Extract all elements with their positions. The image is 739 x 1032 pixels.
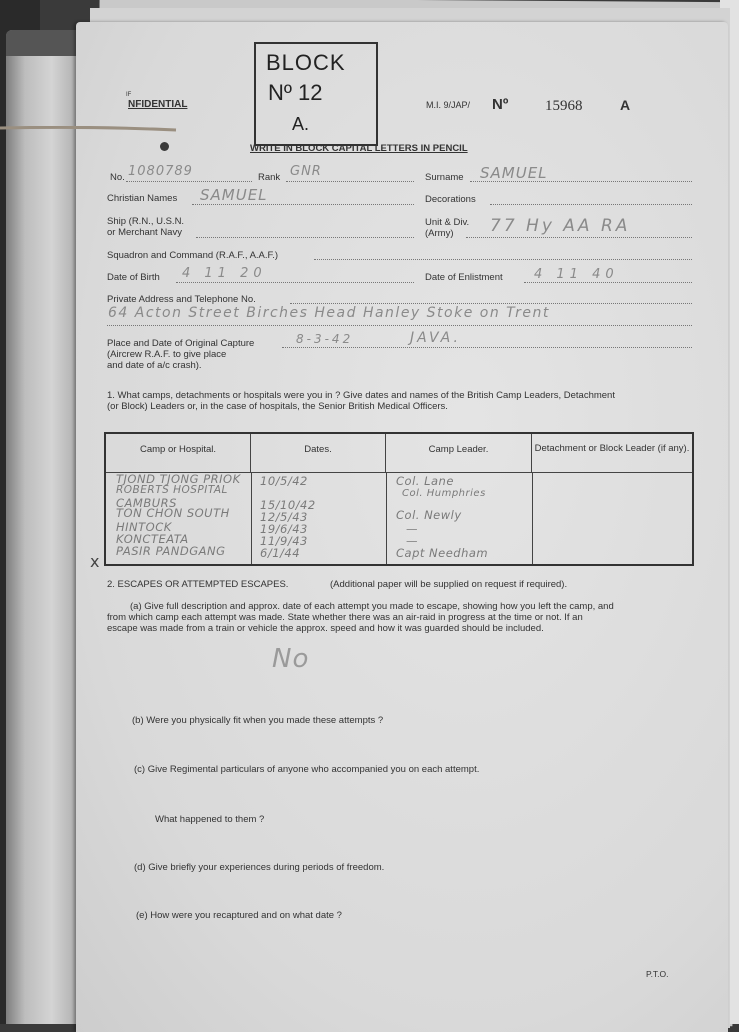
- christian-names-value: SAMUEL: [200, 186, 268, 204]
- dob-line: [176, 282, 414, 283]
- squadron-line: [314, 259, 692, 260]
- block-stamp: [254, 42, 378, 146]
- camp-date: 11/9/43: [260, 534, 308, 548]
- stamp-number-text: Nº 12: [268, 80, 323, 105]
- ship-line: [196, 237, 414, 238]
- capture-line: [282, 347, 692, 348]
- question-2e-text: (e) How were you recaptured and on what date ?: [136, 910, 342, 921]
- unit-line: [466, 237, 692, 238]
- question-2a-text: (a) Give full description and approx. date of each attempt you made to escape, showing how you left the camp, and: [130, 601, 614, 612]
- camp-leader: Capt Needham: [396, 546, 489, 560]
- question-2b-text: (b) Were you physically fit when you made these attempts ?: [132, 715, 384, 726]
- question-2-title: 2. ESCAPES OR ATTEMPTED ESCAPES.: [107, 579, 289, 590]
- binding-string: [0, 126, 180, 132]
- question-2a-text-cont: escape was made from a train or vehicle the approx. speed and how it was guarded should be included.: [107, 623, 544, 634]
- enlistment-value: 4 11 40: [534, 267, 619, 282]
- camp-name: CAMBURS: [116, 496, 177, 510]
- camp-name: KONCTEATA: [116, 532, 189, 546]
- header-detachment-text: Detachment or Block Leader (if any).: [534, 443, 690, 454]
- camp-name: TON CHON SOUTH: [116, 506, 230, 520]
- header-dates-text: Dates.: [304, 444, 332, 455]
- capture-label-1: Place and Date of Original Capture: [107, 338, 255, 349]
- decorations-line: [490, 204, 692, 205]
- table-header-detachment: [532, 434, 692, 472]
- camp-leader: Col. Newly: [396, 508, 462, 522]
- camp-date: 10/5/42: [260, 474, 308, 488]
- stamp-letter-text: A.: [292, 114, 310, 134]
- camp-leader: Col. Humphries: [402, 488, 486, 499]
- question-1-text: 1. What camps, detachments or hospitals were you in ? Give dates and names of the British Camp Leaders, Detachment: [107, 390, 615, 401]
- christian-names-line: [192, 204, 414, 205]
- no-label: No.: [110, 172, 125, 183]
- unit-value: 77 Hy AA RA: [490, 216, 631, 236]
- table-header-camp: [106, 434, 251, 472]
- margin-cross-mark: x: [90, 552, 101, 571]
- unit-label-1: Unit & Div.: [425, 217, 470, 228]
- no-line: [126, 181, 252, 182]
- surname-value: SAMUEL: [480, 164, 548, 182]
- camp-date: 6/1/44: [260, 546, 301, 560]
- camp-date: 12/5/43: [260, 510, 308, 524]
- question-2-note: (Additional paper will be supplied on request if required).: [330, 579, 568, 590]
- table-column-divider: [386, 472, 387, 564]
- binder-spine-cap: [6, 30, 82, 56]
- escape-answer: No: [272, 644, 310, 674]
- christian-names-label: Christian Names: [107, 193, 178, 204]
- punch-hole: [160, 142, 169, 151]
- surname-label: Surname: [425, 172, 464, 183]
- capture-date-value: 8-3-42: [296, 332, 354, 346]
- camps-table: [104, 432, 694, 566]
- dob-label: Date of Birth: [107, 272, 160, 283]
- camp-name: HINTOCK: [116, 520, 172, 534]
- decorations-label: Decorations: [425, 194, 476, 205]
- camp-name: TJOND TJONG PRIOK: [116, 472, 241, 486]
- stamp-block-text: BLOCK: [266, 50, 346, 75]
- table-column-divider: [532, 472, 533, 564]
- number-label: Nº: [492, 96, 509, 113]
- camp-date: 19/6/43: [260, 522, 308, 536]
- table-header-leader: [386, 434, 532, 472]
- capture-label-3: and date of a/c crash).: [107, 360, 202, 371]
- form-suffix: A: [620, 97, 631, 113]
- rank-label: Rank: [258, 172, 281, 183]
- camp-leader: —: [406, 522, 418, 536]
- mi-reference: M.I. 9/JAP/: [426, 100, 471, 110]
- camp-date: 15/10/42: [260, 498, 316, 512]
- capture-label-2: (Aircrew R.A.F. to give place: [107, 349, 227, 360]
- enlistment-label: Date of Enlistment: [425, 272, 503, 283]
- capture-place-value: JAVA.: [410, 330, 461, 346]
- dob-value: 4 11 20: [182, 266, 267, 281]
- header-leader-text: Camp Leader.: [428, 444, 489, 455]
- pto-label: P.T.O.: [646, 969, 669, 979]
- enlistment-line: [524, 282, 692, 283]
- question-2c-followup: What happened to them ?: [155, 814, 265, 825]
- ship-label-1: Ship (R.N., U.S.N.: [107, 216, 185, 227]
- unit-label-2: (Army): [425, 228, 454, 239]
- pencil-instruction: WRITE IN BLOCK CAPITAL LETTERS IN PENCIL: [250, 143, 468, 154]
- address-label: Private Address and Telephone No.: [107, 294, 256, 305]
- header-camp-text: Camp or Hospital.: [139, 444, 217, 455]
- question-2c-text: (c) Give Regimental particulars of anyone who accompanied you on each attempt.: [134, 764, 480, 775]
- table-header-dates: [251, 434, 386, 472]
- camp-name: PASIR PANDGANG: [116, 544, 226, 558]
- confidential-prefix: IF: [126, 92, 132, 98]
- camp-leader: —: [406, 534, 418, 548]
- camp-leader: Col. Lane: [396, 474, 454, 488]
- binder-spine: [6, 30, 82, 1024]
- camp-name: ROBERTS HOSPITAL: [116, 484, 228, 496]
- surname-line: [470, 181, 692, 182]
- address-line-1: [290, 303, 692, 304]
- rank-line: [286, 181, 414, 182]
- question-2a-text-cont: from which camp each attempt was made. State whether there was an air-raid in progress at the time or not. If an: [107, 612, 583, 623]
- question-2d-text: (d) Give briefly your experiences during periods of freedom.: [134, 862, 385, 873]
- rank-value: GNR: [290, 164, 322, 179]
- address-value: 64 Acton Street Birches Head Hanley Stoke on Trent: [108, 305, 550, 321]
- question-1-text-cont: (or Block) Leaders or, in the case of hospitals, the Senior British Medical Officers.: [107, 401, 448, 412]
- address-line-2: [107, 325, 692, 326]
- confidential-label: NFIDENTIAL: [128, 99, 188, 110]
- form-number: 15968: [545, 98, 583, 114]
- service-number-value: 1080789: [128, 164, 193, 179]
- table-column-divider: [251, 472, 252, 564]
- squadron-label: Squadron and Command (R.A.F., A.A.F.): [107, 250, 279, 261]
- ship-label-2: or Merchant Navy: [107, 227, 182, 238]
